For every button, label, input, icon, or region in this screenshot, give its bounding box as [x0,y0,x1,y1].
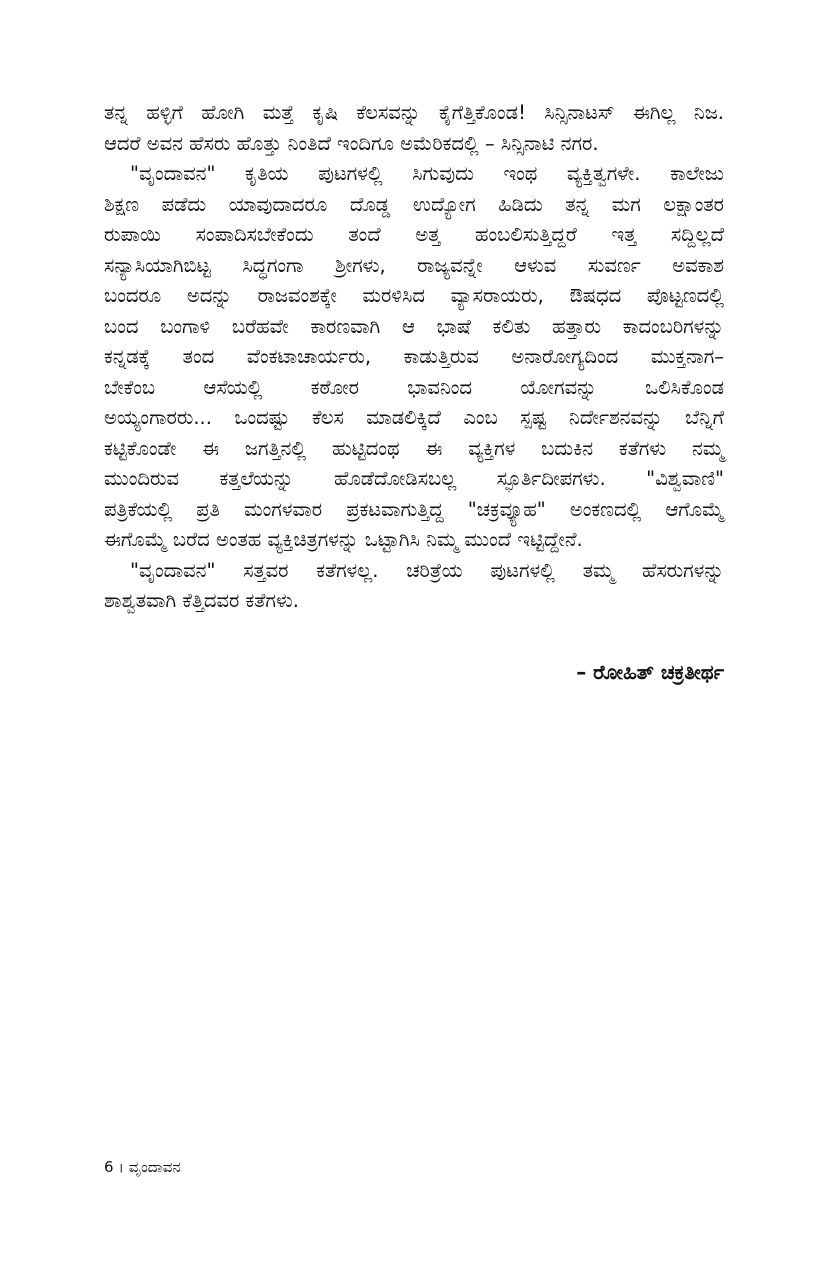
text-line: ರುಪಾಯಿ ಸಂಪಾದಿಸಬೇಕೆಂದು ತಂದೆ ಅತ್ತ ಹಂಬಲಿಸುತ್ತಿದ್ದರೆ ಇತ್ತ ಸದ್ದಿಲ್ಲದೆ [104,223,724,246]
paragraph [104,98,724,159]
text-line: ಬೇಕೆಂಬ ಆಸೆಯಲ್ಲಿ ಕಠೋರ ಭಾವನಿಂದ ಯೋಗವನ್ನು ಒಲಿಸಿಕೊಂಡ [104,375,724,399]
text-line: ಬಂದ ಬಂಗಾಳಿ ಬರೆಹವೇ ಕಾರಣವಾಗಿ ಆ ಭಾಷೆ ಕಲಿತು ಹತ್ತಾರು ಕಾದಂಬರಿಗಳನ್ನು [104,314,724,338]
text-line: ಈಗೊಮ್ಮೆ ಬರೆದ ಅಂತಹ ವ್ಯಕ್ತಿಚಿತ್ರಗಳನ್ನು ಒಟ್ಟಾಗಿಸಿ ನಿಮ್ಮ ಮುಂದೆ ಇಟ್ಟಿದ್ದೇನೆ. [104,528,583,551]
text-line: ಕನ್ನಡಕ್ಕೆ ತಂದ ವೆಂಕಟಾಚಾರ್ಯರು, ಕಾಡುತ್ತಿರುವ ಅನಾರೋಗ್ಯದಿಂದ ಮುಕ್ತನಾಗ– [104,345,724,368]
page-footer: 6 । ವೃಂದಾವನ [104,1158,181,1176]
text-line: ಆದರೆ ಅವನ ಹೆಸರು ಹೊತ್ತು ನಿಂತಿದೆ ಇಂದಿಗೂ ಅಮೆರಿಕದಲ್ಲಿ – ಸಿನ್ಸಿನಾಟಿ ನಗರ. [104,131,599,155]
text-line: ಕಟ್ಟಿಕೊಂಡೇ ಈ ಜಗತ್ತಿನಲ್ಲಿ ಹುಟ್ಟಿದಂಥ ಈ ವ್ಯಕ್ತಿಗಳ ಬದುಕಿನ ಕತೆಗಳು ನಮ್ಮ [104,436,724,460]
text-line: ಶಿಕ್ಷಣ ಪಡೆದು ಯಾವುದಾದರೂ ದೊಡ್ಡ ಉದ್ಯೋಗ ಹಿಡಿದು ತನ್ನ ಮಗ ಲಕ್ಷಾಂತರ [104,192,724,216]
paragraph [104,556,724,617]
text-line: "ವೃಂದಾವನ" ಸತ್ತವರ ಕತೆಗಳಲ್ಲ. ಚರಿತ್ರೆಯ ಪುಟಗಳಲ್ಲಿ ತಮ್ಮ ಹೆಸರುಗಳನ್ನು [130,558,724,582]
text-line: ಬಂದರೂ ಅದನ್ನು ರಾಜವಂಶಕ್ಕೇ ಮರಳಿಸಿದ ವ್ಯಾಸರಾಯರು, ಔಷಧದ ಪೊಟ್ಟಣದಲ್ಲಿ [104,284,724,307]
body-text [104,98,724,617]
text-line: ಮುಂದಿರುವ ಕತ್ತಲೆಯನ್ನು ಹೊಡೆದೋಡಿಸಬಲ್ಲ ಸ್ಫೂರ್ತಿದೀಪಗಳು. "ವಿಶ್ವವಾಣಿ" [104,467,724,490]
text-line: ಶಾಶ್ವತವಾಗಿ ಕೆತ್ತಿದವರ ಕತೆಗಳು. [104,589,299,612]
text-line: ಅಯ್ಯಂಗಾರರು... ಒಂದಷ್ಟು ಕೆಲಸ ಮಾಡಲಿಕ್ಕಿದೆ ಎಂಬ ಸ್ಪಷ್ಟ ನಿರ್ದೇಶನವನ್ನು ಬೆನ್ನಿಗೆ [104,406,724,429]
text-line: ಸನ್ಯಾಸಿಯಾಗಿಬಿಟ್ಟ ಸಿದ್ಧಗಂಗಾ ಶ್ರೀಗಳು, ರಾಜ್ಯವನ್ನೇ ಆಳುವ ಸುವರ್ಣ ಅವಕಾಶ [104,253,724,277]
author-signature: – ರೋಹಿತ್ ಚಕ್ರತೀರ್ಥ [576,660,724,684]
paragraph [104,159,724,556]
text-line: ಪತ್ರಿಕೆಯಲ್ಲಿ ಪ್ರತಿ ಮಂಗಳವಾರ ಪ್ರಕಟವಾಗುತ್ತಿದ್ದ "ಚಕ್ರವ್ಯೂಹ" ಅಂಕಣದಲ್ಲಿ ಆಗೊಮ್ಮೆ [104,497,724,521]
text-line: ತನ್ನ ಹಳ್ಳಿಗೆ ಹೋಗಿ ಮತ್ತೆ ಕೃಷಿ ಕೆಲಸವನ್ನು ಕೈಗೆತ್ತಿಕೊಂಡ! ಸಿನ್ಸಿನಾಟಸ್ ಈಗಿಲ್ಲ ನಿಜ. [104,101,724,124]
text-line: "ವೃಂದಾವನ" ಕೃತಿಯ ಪುಟಗಳಲ್ಲಿ ಸಿಗುವುದು ಇಂಥ ವ್ಯಕ್ತಿತ್ವಗಳೇ. ಕಾಲೇಜು [130,162,724,185]
